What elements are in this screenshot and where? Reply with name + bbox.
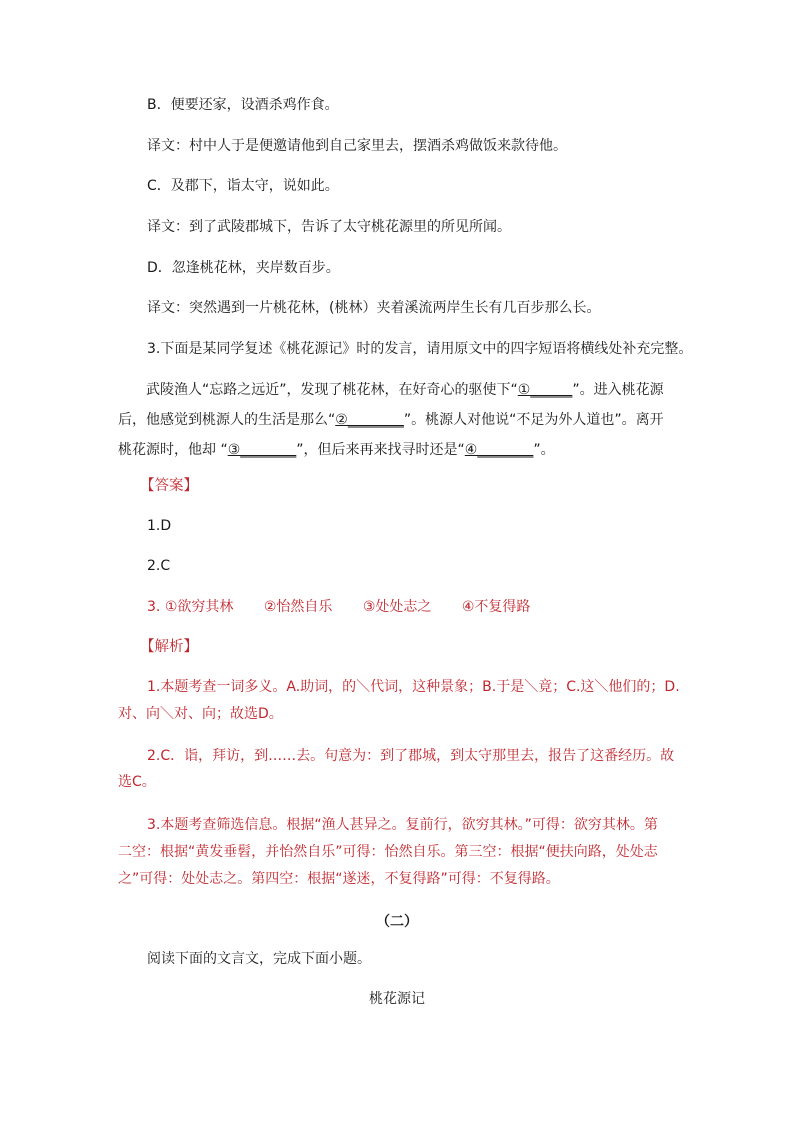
passage-text: ”，但后来再来找寻时还是“ <box>296 442 465 458</box>
translation-c: 译文：到了武陵郡城下，告诉了太守桃花源里的所见所闻。 <box>147 219 511 235</box>
explanation-3-line-3: 之”可得：处处志之。第四空：根据“遂迷，不复得路”可得：不复得路。 <box>118 871 560 887</box>
passage-text: ”。桃源人对他说“不足为外人道也”。离开 <box>403 412 664 428</box>
explanation-1-line-2: 对、向＼对、向；故选D。 <box>118 706 283 722</box>
passage-text: 桃花源时，他却 “ <box>118 442 228 458</box>
explanation-2-line-1: 2.C．诣，拜访，到……去。句意为：到了郡城，到太守那里去，报告了这番经历。故 <box>147 748 675 764</box>
text-title: 桃花源记 <box>369 991 425 1007</box>
option-d: D．忽逢桃花林，夹岸数百步。 <box>147 260 340 276</box>
option-c: C．及郡下，诣太守，说如此。 <box>147 178 339 194</box>
answer-2: 2.C <box>147 558 171 574</box>
answer-header: 【答案】 <box>140 478 198 494</box>
explanation-1-line-1: 1.本题考查一词多义。A.助词，的＼代词，这种景象；B.于是＼竟；C.这＼他们的；D. <box>147 679 680 695</box>
answer-3-item: ①欲穷其林 <box>164 599 234 615</box>
translation-b: 译文：村中人于是便邀请他到自己家里去，摆酒杀鸡做饭来款待他。 <box>147 138 567 154</box>
answer-3-number: 3. <box>147 599 161 615</box>
explanation-3-line-2: 二空：根据“黄发垂髫，并怡然自乐”可得：怡然自乐。第三空：根据“便扶向路，处处志 <box>118 844 658 860</box>
option-b: B．便要还家，设酒杀鸡作食。 <box>147 97 339 113</box>
blank-4: ④________ <box>464 442 534 458</box>
translation-d: 译文：突然遇到一片桃花林，(桃林）夹着溪流两岸生长有几百步那么长。 <box>147 300 601 316</box>
analysis-header: 【解析】 <box>140 639 198 655</box>
answer-3-item: ③处处志之 <box>362 599 432 615</box>
answer-3-item: ④不复得路 <box>461 599 531 615</box>
blank-3: ③________ <box>227 442 297 458</box>
section-number: （二） <box>376 914 418 930</box>
blank-2: ②________ <box>335 412 404 428</box>
answer-1: 1.D <box>147 518 172 534</box>
answer-3 <box>147 597 677 617</box>
passage-text: 后，他感觉到桃源人的生活是那么“ <box>118 412 336 428</box>
explanation-2-line-2: 选C。 <box>118 774 156 790</box>
question-3-prompt: 3.下面是某同学复述《桃花源记》时的发言，请用原文中的四字短语将横线处补充完整。 <box>147 341 693 357</box>
passage-text: ”。进入桃花源 <box>572 382 664 398</box>
passage-text: ”。 <box>533 442 555 458</box>
section-instruction: 阅读下面的文言文，完成下面小题。 <box>147 951 371 967</box>
answer-3-item: ②怡然自乐 <box>263 599 333 615</box>
blank-1: ①______ <box>517 382 573 398</box>
passage-text: 武陵渔人“忘路之远近”，发现了桃花林，在好奇心的驱使下“ <box>146 382 518 398</box>
retelling-passage <box>118 375 680 465</box>
explanation-3-line-1: 3.本题考查筛选信息。根据“渔人甚异之。复前行，欲穷其林。”可得：欲穷其林。第 <box>147 817 658 833</box>
